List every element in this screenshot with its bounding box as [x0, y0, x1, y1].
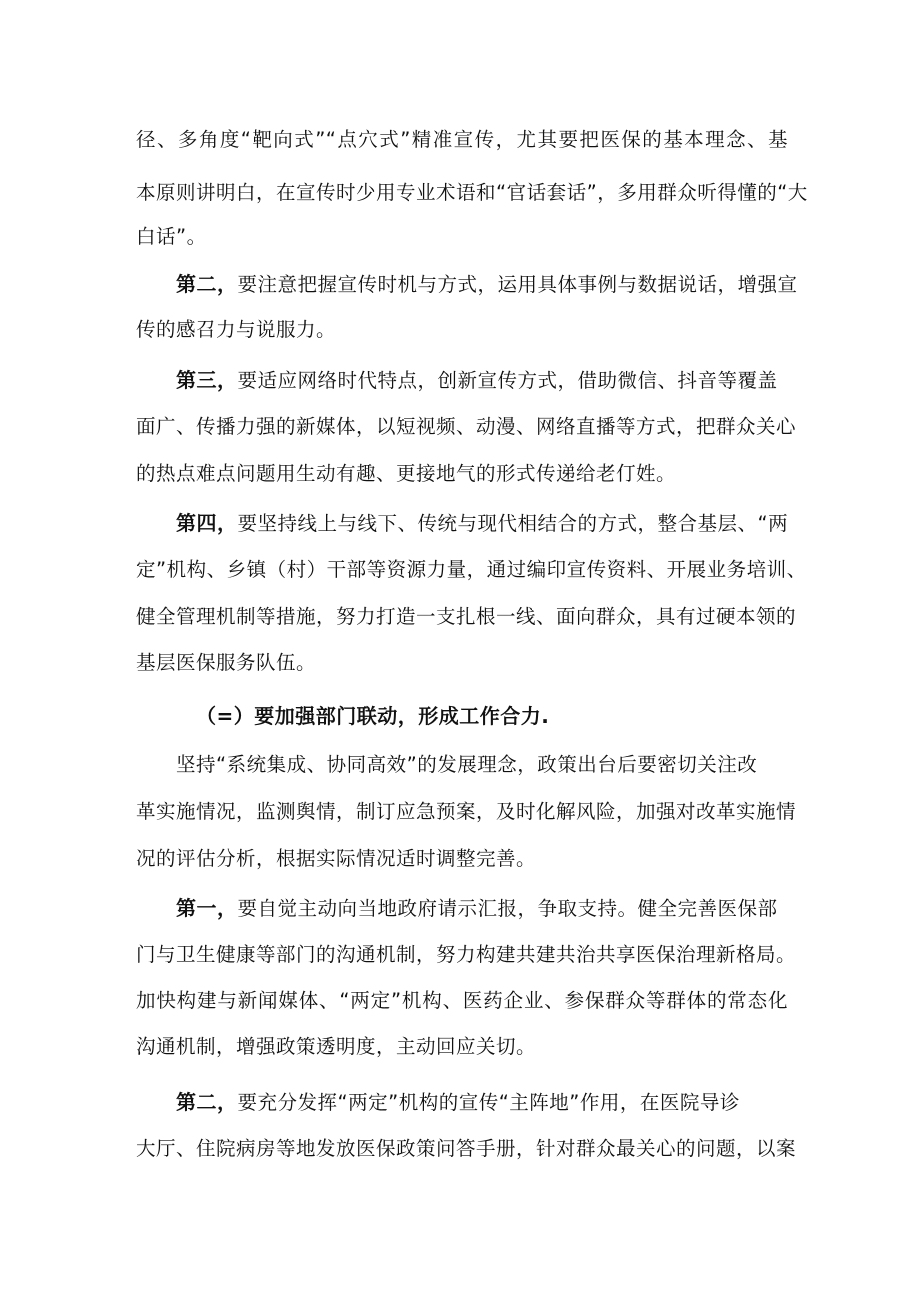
- point-first-line: [176, 367, 778, 394]
- point-lead: 第四，: [176, 511, 238, 535]
- paragraph-line: 的热点难点问题用生动有趣、更接地气的形式传递给老仃姓。: [136, 462, 677, 485]
- paragraph-line: 沟通机制，增强政策透明度，主动回应关切。: [136, 1035, 537, 1058]
- point-first-line: [176, 1089, 740, 1116]
- section-heading: （=）要加强部门联动，形成工作合力.: [196, 704, 550, 728]
- paragraph-line: 定”机构、乡镇（村）干部等资源力量，通过编印宣传资料、开展业务培训、: [136, 558, 807, 581]
- paragraph-line: 面广、传播力强的新媒体，以短视频、动漫、网络直播等方式，把群众关心: [136, 415, 797, 438]
- point-first-line: [176, 510, 788, 537]
- point-text: 要适应网络时代特点，创新宣传方式，借助微信、抖音等覆盖: [237, 369, 778, 392]
- paragraph-line: 传的感召力与说服力。: [136, 318, 337, 341]
- paragraph-line: 健全管理机制等措施，努力打造一支扎根一线、面向群众，具有过硬本领的: [136, 605, 797, 628]
- point-first-line: [176, 271, 798, 298]
- point-lead: 第二，: [176, 1090, 238, 1114]
- point-lead: 第三，: [176, 368, 238, 392]
- point-text: 要自觉主动向当地政府请示汇报，争取支持。健全完善医保部: [237, 897, 778, 920]
- point-text: 要注意把握宣传时机与方式，运用具体事例与数据说话，增强宣: [237, 273, 798, 296]
- paragraph-line: 本原则讲明白，在宣传时少用专业术语和“官话套话”，多用群众听得懂的“大: [136, 181, 808, 204]
- point-lead: 第一，: [176, 896, 238, 920]
- paragraph-line: 白话”。: [136, 225, 207, 248]
- paragraph-line: 门与卫生健康等部门的沟通机制，努力构建共建共治共享医保治理新格局。: [136, 943, 797, 966]
- point-text: 要充分发挥“两定”机构的宣传“主阵地”作用，在医院导诊: [237, 1091, 740, 1114]
- paragraph-line: 革实施情况，监测舆情，制订应急预案，及时化解风险，加强对改革实施情: [136, 800, 797, 823]
- point-lead: 第二，: [176, 272, 238, 296]
- paragraph-first-line: 坚持“系统集成、协同高效”的发展理念，政策出台后要密切关注改: [176, 753, 758, 776]
- paragraph-line: 大厅、住院病房等地发放医保政策问答手册，针对群众最关心的问题，以案: [136, 1137, 797, 1160]
- paragraph-line: 加快构建与新闻媒体、“两定”机构、医药企业、参保群众等群体的常态化: [136, 989, 788, 1012]
- point-text: 要坚持线上与线下、传统与现代相结合的方式，整合基层、“两: [237, 512, 789, 535]
- paragraph-line: 径、多角度“靶向式”“点穴式”精准宣传，尤其要把医保的基本理念、基: [136, 128, 788, 151]
- paragraph-line: 况的评估分析，根据实际情况适时调整完善。: [136, 847, 537, 870]
- point-first-line: [176, 895, 778, 922]
- paragraph-line: 基层医保服务队伍。: [136, 651, 317, 674]
